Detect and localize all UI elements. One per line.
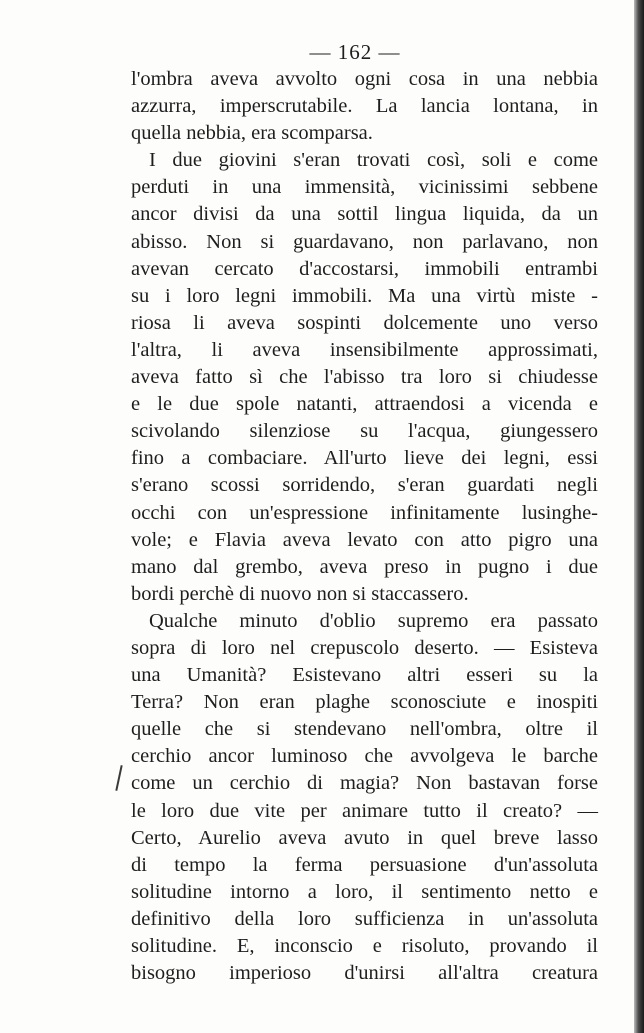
text-line: vole; e Flavia aveva levato con atto pigro una — [131, 528, 598, 551]
text-line: cerchio ancor luminoso che avvolgeva le barche — [131, 745, 598, 768]
text-line: occhi con un'espressione infinitamente lusinghe- — [131, 501, 598, 524]
text-line: definitivo della loro sufficienza in un'assoluta — [131, 907, 598, 930]
text-line: e le due spole natanti, attraendosi a vicenda e — [131, 393, 598, 416]
text-line: come un cerchio di magia? Non bastavan forse — [131, 772, 598, 795]
text-line: l'ombra aveva avvolto ogni cosa in una nebbia — [131, 68, 598, 90]
text-line: quelle che si stendevano nell'ombra, oltre il — [131, 718, 598, 741]
text-line: azzurra, imperscrutabile. La lancia lontana, in — [131, 95, 598, 118]
text-line: perduti in una immensità, vicinissimi sebbene — [131, 176, 598, 199]
text-line: su i loro legni immobili. Ma una virtù miste - — [131, 284, 598, 307]
text-line: aveva fatto sì che l'abisso tra loro si chiudesse — [131, 366, 598, 389]
text-line: s'erano scossi sorridendo, s'eran guardati negli — [131, 474, 598, 497]
text-line: mano dal grembo, aveva preso in pugno i due — [131, 555, 598, 578]
text-line: fino a combaciare. All'urto lieve dei legni, essi — [131, 447, 598, 470]
text-line: bordi perchè di nuovo non si staccassero. — [131, 582, 469, 605]
page-edge-shadow — [634, 0, 644, 1033]
body-text — [131, 66, 598, 987]
text-line: sopra di loro nel crepuscolo deserto. — Esisteva — [131, 636, 598, 659]
text-line: le loro due vite per animare tutto il creato? — — [131, 799, 598, 822]
text-line: riosa li aveva sospinti dolcemente uno verso — [131, 311, 598, 334]
text-line: di tempo la ferma persuasione d'un'assoluta — [131, 853, 598, 876]
text-line: l'altra, li aveva insensibilmente approssimati, — [131, 338, 598, 361]
text-line: solitudine intorno a loro, il sentimento netto e — [131, 880, 598, 903]
text-line: I due giovini s'eran trovati così, soli e come — [149, 149, 598, 172]
text-line: abisso. Non si guardavano, non parlavano, non — [131, 230, 598, 253]
margin-pencil-mark — [115, 765, 122, 791]
text-line: Qualche minuto d'oblio supremo era passato — [149, 609, 598, 632]
text-line: Terra? Non eran plaghe sconosciute e inospiti — [131, 691, 598, 714]
text-line: avevan cercato d'accostarsi, immobili entrambi — [131, 257, 598, 280]
text-line: ancor divisi da una sottil lingua liquida, da un — [131, 203, 598, 226]
text-line: solitudine. E, inconscio e risoluto, provando il — [131, 935, 598, 957]
text-line: Certo, Aurelio aveva avuto in quel breve lasso — [131, 826, 598, 849]
text-line: una Umanità? Esistevano altri esseri su la — [131, 664, 598, 687]
text-line: bisogno imperioso d'unirsi all'altra creatura — [131, 962, 598, 985]
text-line: scivolando silenziose su l'acqua, giungessero — [131, 420, 598, 443]
page-number: — 162 — — [309, 40, 401, 64]
text-line: quella nebbia, era scomparsa. — [131, 122, 373, 145]
